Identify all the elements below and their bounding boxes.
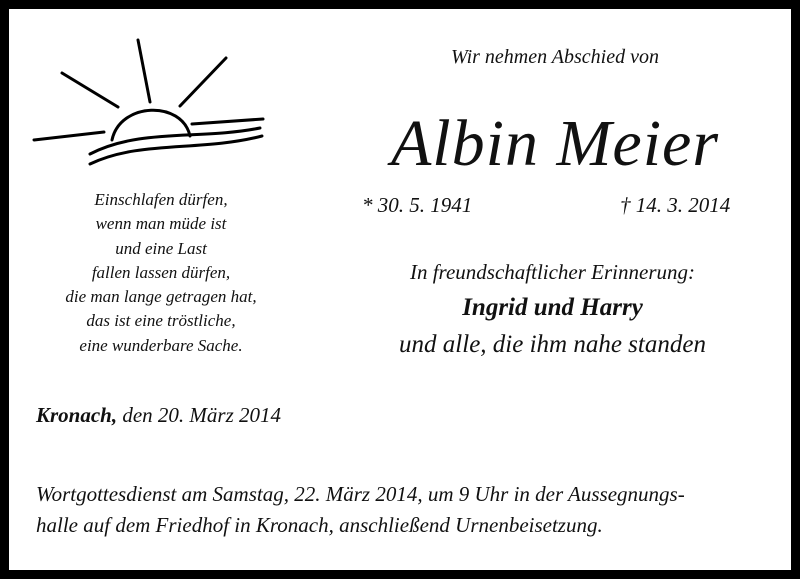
- place: Kronach,: [36, 403, 118, 427]
- poem: [30, 188, 292, 358]
- date: den 20. März 2014: [117, 403, 282, 427]
- poem-line: wenn man müde ist: [95, 214, 227, 234]
- service-info: [36, 479, 776, 541]
- poem-line: und eine Last: [115, 238, 207, 258]
- birth-date: * 30. 5. 1941: [362, 193, 473, 217]
- poem-line: fallen lassen dürfen,: [91, 262, 231, 282]
- other-mourners: und alle, die ihm nahe standen: [399, 331, 706, 358]
- service-line: Wortgottesdienst am Samstag, 22. März 2014, um 9 Uhr in der Aussegnungs-: [36, 482, 685, 506]
- poem-line: die man lange getragen hat,: [65, 287, 257, 307]
- poem-line: Einschlafen dürfen,: [94, 190, 228, 209]
- mourner-names: Ingrid und Harry: [462, 294, 643, 321]
- sunset-icon: [30, 36, 270, 176]
- service-line: halle auf dem Friedhof in Kronach, anschließend Urnenbeisetzung.: [36, 513, 603, 537]
- memory-line: In freundschaftlicher Erinnerung:: [409, 260, 695, 284]
- deceased-name: Albin Meier: [390, 107, 720, 180]
- place-date: [36, 403, 281, 428]
- poem-line: das ist eine tröstliche,: [86, 311, 236, 331]
- farewell-intro: Wir nehmen Abschied von: [451, 46, 659, 68]
- death-date: † 14. 3. 2014: [620, 193, 731, 217]
- poem-line: eine wunderbare Sache.: [79, 335, 243, 355]
